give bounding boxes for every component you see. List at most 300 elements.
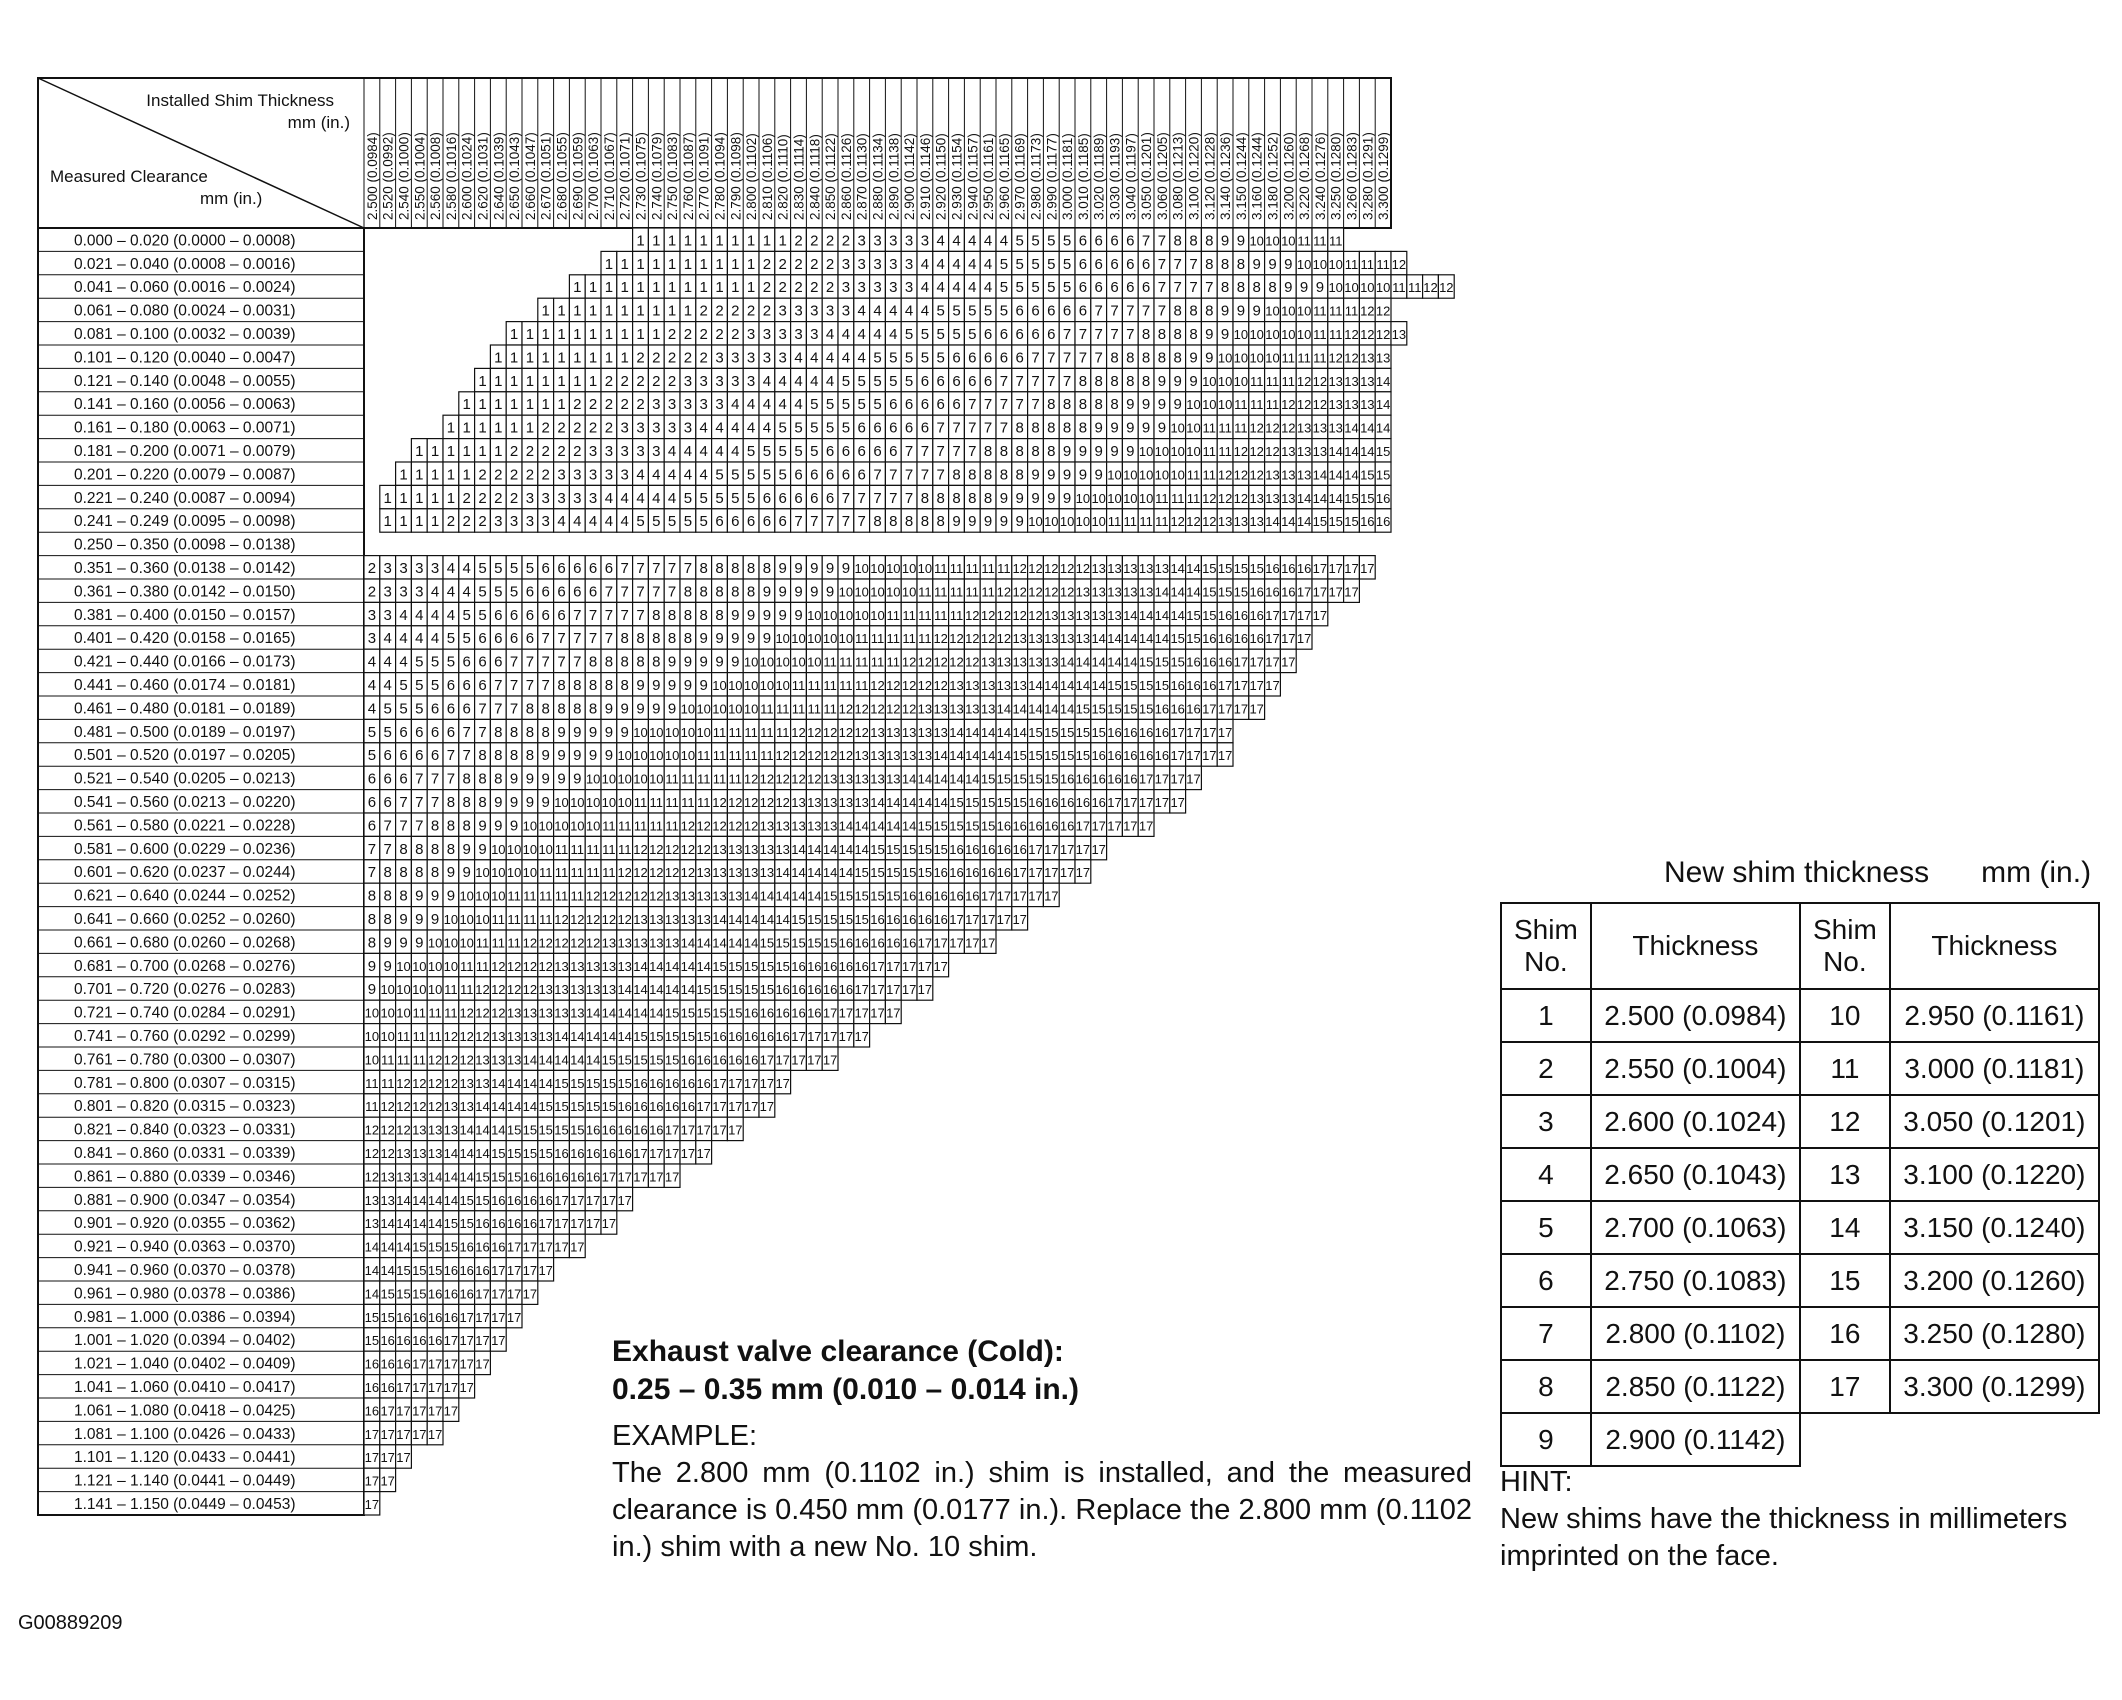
measured-clearance-range: 0.000 – 0.020 (0.0000 – 0.0008) — [74, 232, 296, 250]
new-shim-number: 2 — [762, 255, 772, 273]
new-shim-number: 6 — [1015, 349, 1024, 367]
new-shim-number: 8 — [462, 794, 471, 811]
new-shim-number: 13 — [570, 982, 585, 998]
installed-thickness-header: 3.280 (0.1291) — [1360, 132, 1376, 220]
new-shim-number: 9 — [1094, 443, 1103, 460]
new-shim-number: 1 — [415, 489, 424, 507]
new-shim-number: 3 — [731, 349, 740, 367]
new-shim-number: 6 — [920, 396, 930, 414]
new-shim-number: 12 — [996, 584, 1012, 600]
new-shim-number: 2 — [367, 560, 377, 577]
new-shim-number: 13 — [1044, 607, 1059, 623]
new-shim-number: 15 — [933, 841, 948, 857]
new-shim-number: 11 — [981, 584, 995, 600]
new-shim-number: 16 — [870, 912, 885, 927]
new-shim-number: 14 — [1107, 654, 1122, 670]
new-shim-number: 17 — [1186, 771, 1201, 787]
new-shim-number: 12 — [1170, 514, 1185, 530]
new-shim-number: 1 — [557, 372, 566, 390]
new-shim-number: 17 — [1107, 818, 1122, 834]
new-shim-number: 15 — [870, 865, 885, 881]
new-shim-number: 4 — [873, 326, 882, 343]
new-shim-number: 10 — [886, 584, 901, 600]
new-shim-number: 9 — [557, 723, 566, 741]
new-shim-number: 9 — [699, 677, 708, 694]
new-shim-number: 14 — [680, 982, 696, 998]
new-shim-number: 10 — [870, 607, 885, 623]
new-shim-number: 5 — [746, 443, 756, 460]
new-shim-number: 2 — [794, 255, 803, 273]
measured-clearance-range: 0.401 – 0.420 (0.0158 – 0.0165) — [74, 630, 296, 648]
new-shim-number: 15 — [459, 1192, 474, 1208]
new-shim-number: 16 — [1233, 607, 1249, 623]
new-shim-number: 17 — [1328, 561, 1343, 576]
new-shim-number: 6 — [557, 583, 566, 601]
new-shim-number: 15 — [696, 982, 711, 998]
new-shim-number: 7 — [1205, 279, 1214, 297]
new-shim-number: 13 — [775, 818, 790, 834]
new-shim-number: 10 — [1217, 397, 1233, 413]
measured-clearance-range: 0.381 – 0.400 (0.0150 – 0.0157) — [74, 606, 296, 624]
new-shim-number: 8 — [367, 911, 377, 928]
new-shim-number: 13 — [538, 1029, 553, 1044]
new-shim-number: 12 — [506, 982, 522, 998]
new-shim-number: 17 — [775, 1075, 790, 1091]
new-shim-number: 1 — [525, 349, 535, 367]
new-shim-number: 17 — [1044, 865, 1059, 881]
new-shim-number: 13 — [949, 701, 964, 717]
new-shim-number: 14 — [1296, 490, 1312, 506]
new-shim-number: 16 — [933, 912, 948, 927]
new-shim-number: 9 — [1094, 466, 1103, 484]
new-shim-number: 1 — [415, 466, 424, 484]
installed-thickness-header: 3.150 (0.1244) — [1233, 132, 1249, 220]
new-shim-number: 13 — [1091, 584, 1106, 600]
new-shim-number: 8 — [667, 630, 677, 648]
new-shim-number: 2 — [541, 419, 550, 437]
new-shim-number: 13 — [1012, 631, 1027, 647]
new-shim-number: 3 — [841, 279, 851, 297]
installed-thickness-header: 3.180 (0.1252) — [1265, 132, 1281, 220]
new-shim-number: 2 — [620, 372, 629, 390]
new-shim-number: 15 — [1170, 654, 1185, 670]
new-shim-number: 10 — [1138, 467, 1154, 483]
new-shim-number: 5 — [746, 466, 756, 484]
new-shim-number: 8 — [983, 466, 993, 484]
new-shim-number: 5 — [683, 513, 693, 531]
new-shim-number: 1 — [604, 279, 614, 297]
new-shim-number: 16 — [807, 958, 822, 974]
new-shim-number: 17 — [1202, 748, 1217, 764]
new-shim-number: 14 — [1107, 631, 1122, 647]
new-shim-number: 17 — [791, 1029, 806, 1044]
new-shim-number: 15 — [822, 912, 838, 927]
new-shim-number: 8 — [494, 723, 503, 741]
new-shim-number: 14 — [1344, 420, 1359, 436]
new-shim-number: 2 — [620, 396, 629, 414]
new-shim-number: 13 — [396, 1146, 411, 1161]
new-shim-number: 13 — [1296, 444, 1312, 459]
new-shim-number: 14 — [743, 935, 759, 951]
new-shim-number: 8 — [1047, 396, 1056, 414]
new-shim-number: 4 — [557, 513, 566, 531]
new-shim-number: 10 — [491, 888, 506, 904]
new-shim-number: 10 — [728, 678, 743, 693]
new-shim-number: 13 — [1059, 631, 1075, 647]
new-shim-number: 17 — [601, 1216, 617, 1232]
new-shim-number: 15 — [443, 1216, 459, 1232]
new-shim-number: 3 — [383, 560, 392, 577]
new-shim-number: 14 — [743, 912, 759, 927]
new-shim-number: 13 — [364, 1216, 380, 1232]
new-shim-number: 11 — [412, 1052, 427, 1068]
new-shim-number: 11 — [412, 1005, 427, 1021]
new-shim-number: 11 — [491, 912, 506, 927]
new-shim-number: 10 — [1344, 280, 1359, 296]
new-shim-number: 14 — [617, 982, 632, 998]
new-shim-number: 14 — [1154, 607, 1170, 623]
new-shim-number: 10 — [854, 561, 869, 576]
new-shim-number: 12 — [838, 724, 854, 740]
new-shim-number: 6 — [430, 700, 440, 718]
new-shim-number: 8 — [525, 747, 535, 765]
new-shim-number: 15 — [996, 771, 1012, 787]
new-shim-number: 5 — [920, 349, 930, 367]
new-shim-number: 13 — [522, 1029, 538, 1044]
new-shim-number: 12 — [680, 818, 696, 834]
new-shim-number: 4 — [920, 302, 930, 320]
new-shim-number: 11 — [1218, 444, 1232, 459]
new-shim-number: 13 — [1328, 397, 1343, 413]
new-shim-number: 11 — [791, 678, 806, 693]
new-shim-number: 14 — [1360, 444, 1375, 459]
new-shim-number: 15 — [775, 958, 790, 974]
new-shim-number: 9 — [573, 723, 582, 741]
new-shim-number: 4 — [999, 232, 1009, 250]
new-shim-number: 7 — [1141, 232, 1151, 250]
new-shim-number: 4 — [889, 302, 898, 320]
new-shim-number: 1 — [683, 232, 693, 250]
new-shim-number: 5 — [794, 419, 803, 437]
new-shim-number: 13 — [1075, 631, 1091, 647]
new-shim-number: 1 — [683, 279, 693, 297]
new-shim-number: 10 — [1059, 514, 1075, 530]
new-shim-number: 14 — [585, 1005, 601, 1021]
new-shim-number: 12 — [1217, 490, 1233, 506]
new-shim-number: 2 — [762, 279, 772, 297]
measured-clearance-range: 0.441 – 0.460 (0.0174 – 0.0181) — [74, 677, 296, 694]
new-shim-number: 1 — [715, 255, 724, 273]
new-shim-number: 16 — [633, 1099, 648, 1115]
new-shim-number: 17 — [412, 1403, 427, 1419]
new-shim-number: 9 — [1284, 255, 1293, 273]
new-shim-number: 15 — [396, 1263, 411, 1278]
new-shim-number: 15 — [791, 912, 806, 927]
new-shim-number: 10 — [617, 771, 632, 787]
new-shim-number: 17 — [1265, 654, 1280, 670]
new-shim-number: 13 — [1360, 373, 1375, 389]
new-shim-number: 16 — [1170, 701, 1185, 717]
new-shim-number: 17 — [1233, 654, 1249, 670]
new-shim-number: 2 — [604, 372, 614, 390]
new-shim-number: 7 — [1189, 255, 1198, 273]
new-shim-number: 9 — [1236, 232, 1246, 250]
new-shim-number: 15 — [459, 1216, 474, 1232]
exhaust-clearance-title: Exhaust valve clearance (Cold): — [612, 1335, 1064, 1368]
new-shim-number: 13 — [854, 748, 869, 764]
new-shim-number: 4 — [936, 232, 945, 250]
new-shim-number: 11 — [586, 865, 600, 881]
new-shim-number: 17 — [1123, 818, 1138, 834]
new-shim-number: 15 — [380, 1286, 395, 1302]
measured-clearance-range: 0.721 – 0.740 (0.0284 – 0.0291) — [74, 1004, 296, 1022]
new-shim-number: 15 — [1044, 771, 1059, 787]
new-shim-number: 1 — [636, 279, 645, 297]
new-shim-number: 10 — [1265, 303, 1280, 319]
new-shim-number: 13 — [791, 795, 806, 810]
new-shim-number: 10 — [838, 607, 854, 623]
new-shim-number: 1 — [652, 232, 661, 250]
installed-thickness-header: 2.750 (0.1083) — [665, 132, 681, 220]
new-shim-number: 5 — [1047, 279, 1056, 297]
new-shim-number: 15 — [1186, 607, 1201, 623]
new-shim-number: 7 — [1015, 372, 1024, 390]
new-shim-number: 15 — [475, 1169, 490, 1185]
new-shim-number: 11 — [523, 912, 537, 927]
new-shim-number: 10 — [775, 678, 790, 693]
new-shim-number: 5 — [430, 677, 440, 694]
new-shim-number: 17 — [570, 1192, 585, 1208]
new-shim-number: 9 — [1252, 255, 1261, 273]
new-shim-number: 12 — [491, 958, 506, 974]
new-shim-number: 9 — [825, 583, 835, 601]
new-shim-number: 17 — [712, 1122, 727, 1138]
new-shim-number: 17 — [1296, 584, 1312, 600]
new-shim-number: 2 — [762, 302, 772, 320]
new-shim-number: 5 — [1015, 232, 1024, 250]
new-shim-number: 11 — [380, 1052, 395, 1068]
new-shim-number: 16 — [1012, 841, 1027, 857]
new-shim-number: 17 — [522, 1263, 538, 1278]
new-shim-number: 16 — [601, 1146, 617, 1161]
new-shim-number: 15 — [506, 1146, 522, 1161]
new-shim-number: 3 — [762, 326, 772, 343]
new-shim-number: 8 — [1157, 349, 1167, 367]
new-shim-number: 16 — [680, 1075, 696, 1091]
new-shim-number: 16 — [1375, 490, 1391, 506]
new-shim-number: 7 — [857, 489, 866, 507]
new-shim-number: 12 — [1059, 584, 1075, 600]
new-shim-number: 9 — [715, 630, 724, 648]
new-shim-number: 11 — [1139, 514, 1153, 530]
new-shim-number: 16 — [949, 841, 964, 857]
new-shim-number: 15 — [506, 1169, 522, 1185]
shim-thickness: 3.100 (0.1220) — [1890, 1148, 2099, 1201]
measured-clearance-range: 0.461 – 0.480 (0.0181 – 0.0189) — [74, 700, 296, 718]
new-shim-number: 14 — [791, 888, 806, 904]
installed-thickness-header: 2.730 (0.1075) — [633, 132, 649, 220]
new-shim-number: 8 — [667, 606, 677, 624]
new-shim-number: 11 — [554, 841, 569, 857]
new-shim-number: 13 — [1360, 397, 1375, 413]
new-shim-number: 12 — [412, 1099, 427, 1115]
new-shim-number: 16 — [1091, 795, 1106, 810]
new-shim-number: 8 — [541, 700, 550, 718]
new-shim-number: 11 — [1123, 514, 1138, 530]
new-shim-number: 11 — [886, 631, 901, 647]
new-shim-number: 6 — [541, 560, 550, 577]
new-shim-number: 2 — [841, 232, 851, 250]
new-shim-number: 1 — [415, 443, 424, 460]
new-shim-number: 5 — [936, 349, 945, 367]
new-shim-number: 10 — [1265, 233, 1280, 249]
measured-clearance-range: 0.521 – 0.540 (0.0205 – 0.0213) — [74, 770, 296, 788]
new-shim-number: 7 — [557, 653, 566, 671]
new-shim-number: 4 — [367, 700, 377, 718]
new-shim-number: 6 — [715, 513, 724, 531]
new-shim-number: 9 — [509, 770, 519, 788]
new-shim-number: 6 — [999, 349, 1009, 367]
new-shim-number: 1 — [462, 466, 471, 484]
new-shim-number: 9 — [399, 911, 408, 928]
new-shim-number: 9 — [525, 794, 535, 811]
new-shim-number: 5 — [904, 326, 914, 343]
new-shim-number: 12 — [1328, 350, 1343, 366]
new-shim-number: 17 — [633, 1146, 648, 1161]
new-shim-number: 5 — [778, 419, 787, 437]
new-shim-number: 10 — [443, 935, 459, 951]
new-shim-number: 1 — [683, 255, 693, 273]
new-shim-number: 13 — [364, 1192, 380, 1208]
new-shim-number: 13 — [886, 748, 901, 764]
new-shim-number: 1 — [509, 419, 519, 437]
new-shim-number: 9 — [1141, 396, 1151, 414]
new-shim-number: 17 — [538, 1239, 553, 1255]
measured-clearance-range: 0.961 – 0.980 (0.0378 – 0.0386) — [74, 1285, 296, 1303]
new-shim-number: 15 — [965, 795, 980, 810]
new-shim-number: 4 — [889, 326, 898, 343]
new-shim-number: 15 — [1091, 701, 1106, 717]
new-shim-number: 8 — [999, 443, 1009, 460]
new-shim-number: 11 — [775, 724, 790, 740]
new-shim-number: 6 — [825, 443, 835, 460]
new-shim-number: 13 — [396, 1169, 411, 1185]
new-shim-number: 13 — [491, 1029, 506, 1044]
new-shim-number: 13 — [917, 724, 933, 740]
new-shim-number: 17 — [728, 1122, 743, 1138]
new-shim-number: 12 — [1028, 607, 1043, 623]
new-shim-number: 14 — [1012, 724, 1027, 740]
shim-thickness: 3.050 (0.1201) — [1890, 1095, 2099, 1148]
measured-clearance-label: Measured Clearance — [50, 167, 208, 186]
new-shim-number: 17 — [475, 1333, 490, 1349]
new-shim-number: 8 — [1205, 255, 1214, 273]
new-shim-number: 14 — [1186, 584, 1201, 600]
new-shim-number: 11 — [1234, 397, 1248, 413]
new-shim-number: 5 — [904, 372, 914, 390]
new-shim-number: 2 — [715, 302, 724, 320]
new-shim-number: 14 — [807, 865, 822, 881]
new-shim-number: 16 — [1281, 584, 1296, 600]
new-shim-number: 15 — [364, 1333, 380, 1349]
new-shim-number: 2 — [525, 443, 535, 460]
new-shim-number: 8 — [525, 723, 535, 741]
new-shim-number: 6 — [1126, 279, 1135, 297]
installed-thickness-header: 3.240 (0.1276) — [1312, 132, 1328, 220]
new-shim-number: 10 — [380, 1029, 395, 1044]
new-shim-number: 8 — [652, 630, 661, 648]
new-shim-number: 10 — [791, 631, 806, 647]
new-shim-number: 13 — [1296, 467, 1312, 483]
new-shim-number: 15 — [712, 958, 727, 974]
new-shim-number: 4 — [588, 513, 598, 531]
new-shim-number: 11 — [1170, 490, 1185, 506]
new-shim-number: 13 — [1328, 420, 1343, 436]
new-shim-number: 5 — [810, 396, 819, 414]
new-shim-number: 10 — [728, 701, 743, 717]
new-shim-number: 1 — [541, 372, 550, 390]
new-shim-number: 12 — [1296, 373, 1312, 389]
new-shim-number: 14 — [491, 1122, 506, 1138]
shim-thickness: 3.300 (0.1299) — [1890, 1360, 2099, 1413]
new-shim-number: 3 — [667, 419, 677, 437]
new-shim-number: 12 — [617, 912, 632, 927]
new-shim-number: 14 — [775, 865, 790, 881]
new-shim-row — [1501, 1307, 2099, 1360]
new-shim-number: 13 — [854, 771, 869, 787]
new-shim-number: 12 — [1059, 561, 1075, 576]
new-shim-number: 6 — [1110, 255, 1119, 273]
new-shim-number: 8 — [1015, 466, 1024, 484]
new-shim-number: 17 — [412, 1426, 427, 1442]
new-shim-number: 5 — [983, 302, 993, 320]
new-shim-number: 10 — [696, 724, 711, 740]
new-shim-number: 12 — [1344, 350, 1359, 366]
new-shim-number: 13 — [1059, 607, 1075, 623]
new-shim-number: 10 — [396, 982, 411, 998]
new-shim-number: 1 — [699, 232, 708, 250]
new-shim-number: 7 — [652, 583, 661, 601]
new-shim-number: 17 — [996, 912, 1012, 927]
new-shim-number: 8 — [1236, 279, 1246, 297]
new-shim-number: 9 — [383, 934, 392, 952]
new-shim-number: 17 — [822, 1052, 838, 1068]
new-shim-number: 8 — [904, 513, 914, 531]
new-shim-number: 5 — [383, 700, 392, 718]
new-shim-number: 12 — [1012, 584, 1027, 600]
new-shim-number: 14 — [1012, 701, 1027, 717]
new-shim-number: 6 — [399, 770, 408, 788]
new-shim-number: 9 — [983, 513, 993, 531]
new-shim-number: 15 — [980, 771, 996, 787]
new-shim-number: 1 — [731, 232, 740, 250]
new-shim-number: 1 — [399, 466, 408, 484]
new-shim-number: 13 — [506, 1052, 522, 1068]
new-shim-number: 6 — [936, 396, 945, 414]
figure-id: G00889209 — [18, 1612, 123, 1634]
new-shim-number: 17 — [965, 912, 980, 927]
new-shim-number: 5 — [873, 349, 882, 367]
new-shim-number: 11 — [1344, 256, 1359, 272]
installed-thickness-header: 2.740 (0.1079) — [649, 132, 665, 220]
new-shim-number: 6 — [1031, 326, 1040, 343]
new-shim-number: 2 — [667, 349, 677, 367]
new-shim-number: 7 — [525, 677, 535, 694]
new-shim-number: 10 — [1281, 233, 1296, 249]
new-shim-number: 14 — [585, 1029, 601, 1044]
new-shim-number: 8 — [1047, 443, 1056, 460]
new-shim-number: 5 — [683, 489, 693, 507]
